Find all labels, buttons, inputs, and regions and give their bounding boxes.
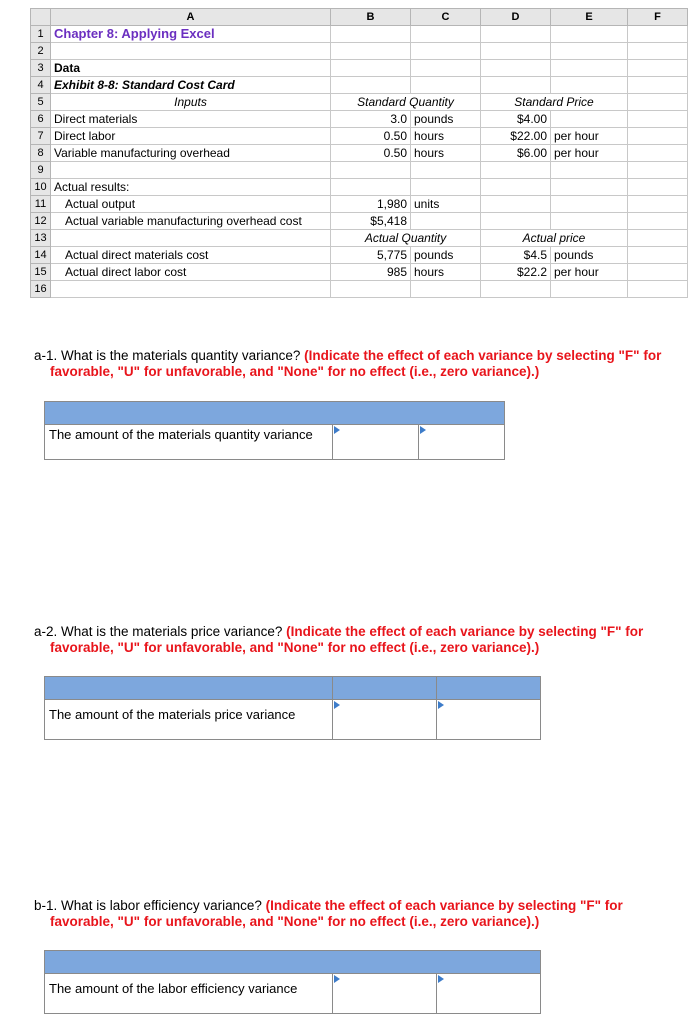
cell-value: 985 (331, 264, 411, 281)
question-instruction-cont: favorable, "U" for unfavorable, and "None" for no effect (i.e., zero variance).) (50, 914, 540, 929)
cell-label: Direct labor (51, 128, 331, 145)
answer-header (45, 402, 505, 425)
cell-value: 0.50 (331, 128, 411, 145)
cell-label: Actual direct materials cost (51, 247, 331, 264)
question-instruction: (Indicate the effect of each variance by selecting "F" for (265, 898, 623, 913)
amount-input[interactable] (333, 425, 419, 460)
row-number[interactable]: 7 (31, 128, 51, 145)
answer-header (45, 677, 333, 700)
answer-label: The amount of the labor efficiency variance (45, 974, 333, 1014)
cell-value: $4.00 (481, 111, 551, 128)
row-number[interactable]: 9 (31, 162, 51, 179)
cell-value: 1,980 (331, 196, 411, 213)
cell-unit: hours (411, 128, 481, 145)
row-number[interactable]: 16 (31, 281, 51, 298)
spreadsheet (30, 8, 688, 298)
row-number[interactable]: 13 (31, 230, 51, 247)
actual-price-header: Actual price (481, 230, 628, 247)
row-number[interactable]: 14 (31, 247, 51, 264)
standard-quantity-header: Standard Quantity (331, 94, 481, 111)
question-number: a-2. (34, 624, 58, 639)
cell-value: $6.00 (481, 145, 551, 162)
answer-header (333, 677, 437, 700)
answer-label: The amount of the materials price variance (45, 700, 333, 740)
column-header-e[interactable]: E (551, 9, 628, 26)
question-a1 (34, 348, 674, 380)
cell-value: $4.5 (481, 247, 551, 264)
row-number[interactable]: 3 (31, 60, 51, 77)
answer-header (437, 677, 541, 700)
amount-input[interactable] (333, 974, 437, 1014)
question-instruction-cont: favorable, "U" for unfavorable, and "None" for no effect (i.e., zero variance).) (50, 640, 540, 655)
dropdown-triangle-icon (334, 426, 340, 434)
data-label: Data (51, 60, 331, 77)
question-text: What is the materials price variance? (61, 624, 283, 639)
answer-table-a2 (44, 676, 541, 740)
cell-unit: per hour (551, 264, 628, 281)
cell-unit: per hour (551, 145, 628, 162)
cell-unit: hours (411, 264, 481, 281)
row-number[interactable]: 12 (31, 213, 51, 230)
row-number[interactable]: 2 (31, 43, 51, 60)
row-number[interactable]: 4 (31, 77, 51, 94)
cell-unit (551, 111, 628, 128)
column-header-c[interactable]: C (411, 9, 481, 26)
row-number[interactable]: 10 (31, 179, 51, 196)
dropdown-triangle-icon (334, 975, 340, 983)
actual-results-label: Actual results: (51, 179, 331, 196)
answer-table-a1 (44, 401, 505, 460)
question-b1 (34, 898, 674, 930)
inputs-label: Inputs (51, 94, 331, 111)
question-instruction: (Indicate the effect of each variance by selecting "F" for (286, 624, 644, 639)
cell-value: $5,418 (331, 213, 411, 230)
answer-label: The amount of the materials quantity variance (45, 425, 333, 460)
cell-label: Actual output (51, 196, 331, 213)
column-header-a[interactable]: A (51, 9, 331, 26)
dropdown-triangle-icon (438, 975, 444, 983)
question-number: a-1. (34, 348, 58, 363)
column-header-f[interactable]: F (628, 9, 688, 26)
sheet-title: Chapter 8: Applying Excel (51, 26, 331, 43)
cell-value: 5,775 (331, 247, 411, 264)
cell-unit: per hour (551, 128, 628, 145)
cell-label: Actual direct labor cost (51, 264, 331, 281)
question-number: b-1. (34, 898, 58, 913)
exhibit-title: Exhibit 8-8: Standard Cost Card (51, 77, 331, 94)
cell-value: 0.50 (331, 145, 411, 162)
question-a2 (34, 624, 674, 656)
row-number[interactable]: 8 (31, 145, 51, 162)
effect-select[interactable] (419, 425, 505, 460)
row-number[interactable]: 5 (31, 94, 51, 111)
row-number[interactable]: 1 (31, 26, 51, 43)
cell-label: Variable manufacturing overhead (51, 145, 331, 162)
cell-unit: pounds (411, 111, 481, 128)
cell-unit: hours (411, 145, 481, 162)
cell-unit: units (411, 196, 481, 213)
dropdown-triangle-icon (334, 701, 340, 709)
cell-unit: pounds (411, 247, 481, 264)
row-number[interactable]: 6 (31, 111, 51, 128)
answer-table-b1 (44, 950, 541, 1014)
cell-value: 3.0 (331, 111, 411, 128)
question-text: What is the materials quantity variance? (61, 348, 301, 363)
dropdown-triangle-icon (438, 701, 444, 709)
question-instruction: (Indicate the effect of each variance by selecting "F" for (304, 348, 662, 363)
corner-cell[interactable] (31, 9, 51, 26)
effect-select[interactable] (437, 974, 541, 1014)
column-header-b[interactable]: B (331, 9, 411, 26)
cell-label: Direct materials (51, 111, 331, 128)
row-number[interactable]: 11 (31, 196, 51, 213)
effect-select[interactable] (437, 700, 541, 740)
standard-price-header: Standard Price (481, 94, 628, 111)
question-text: What is labor efficiency variance? (61, 898, 262, 913)
question-instruction-cont: favorable, "U" for unfavorable, and "None" for no effect (i.e., zero variance).) (50, 364, 540, 379)
cell-value: $22.00 (481, 128, 551, 145)
answer-header (45, 951, 541, 974)
actual-quantity-header: Actual Quantity (331, 230, 481, 247)
amount-input[interactable] (333, 700, 437, 740)
row-number[interactable]: 15 (31, 264, 51, 281)
cell-label: Actual variable manufacturing overhead cost (51, 213, 331, 230)
cell-value: $22.2 (481, 264, 551, 281)
dropdown-triangle-icon (420, 426, 426, 434)
column-header-d[interactable]: D (481, 9, 551, 26)
cell-unit: pounds (551, 247, 628, 264)
